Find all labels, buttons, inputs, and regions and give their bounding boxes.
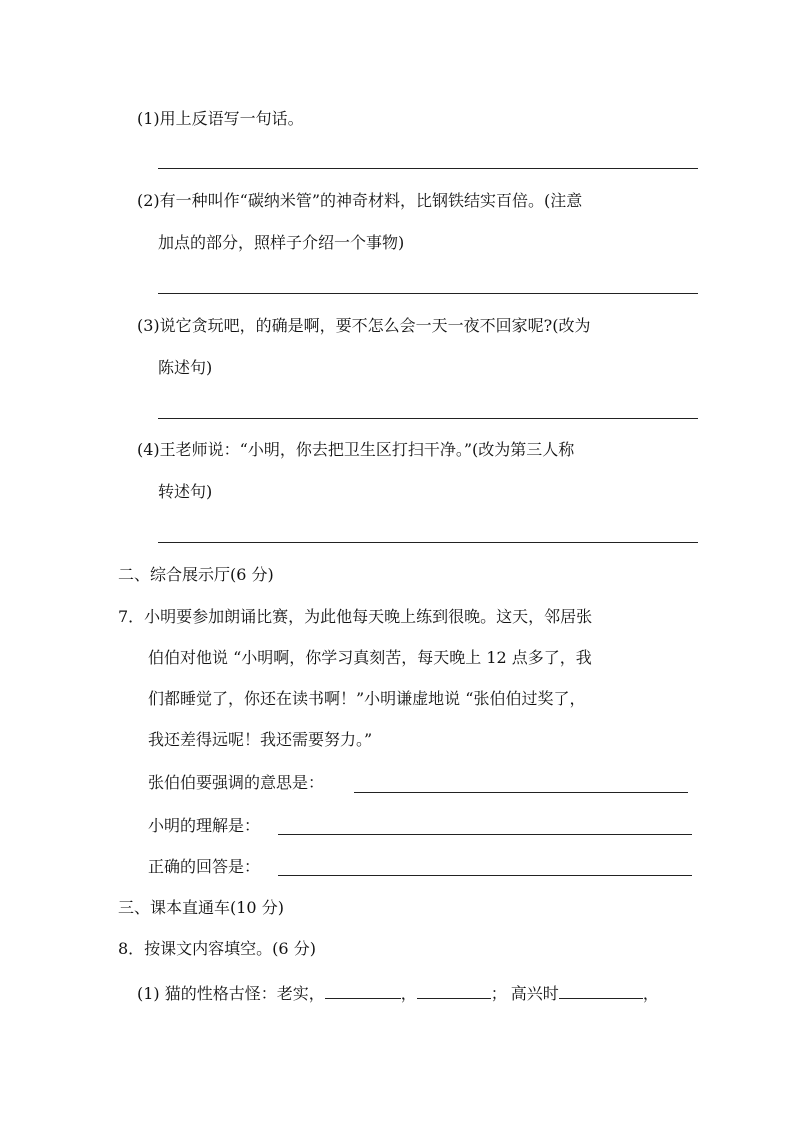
q8-semicolon: ； <box>490 984 507 1003</box>
blank-3[interactable] <box>559 982 643 999</box>
q8-heading: 8．按课文内容填空。(6 分) <box>118 939 316 958</box>
section-3-heading: 三、课本直通车(10 分) <box>118 898 284 917</box>
q7-line-1: 7．小明要参加朗诵比赛，为此他每天晚上练到很晚。这天，邻居张 <box>118 607 593 626</box>
blank-2[interactable] <box>417 982 491 999</box>
answer-line-q7-1[interactable] <box>354 792 688 793</box>
q8-item-1-text-a: (1) 猫的性格古怪：老实， <box>137 984 325 1003</box>
q6-item-3-line-2: 陈述句) <box>158 358 213 377</box>
q6-item-2-line-1: (2)有一种叫作“碳纳米管”的神奇材料，比钢铁结实百倍。(注意 <box>137 191 583 210</box>
q7-prompt-3: 正确的回答是： <box>148 857 261 876</box>
answer-line-q6-1[interactable] <box>158 168 698 169</box>
q6-item-1: (1)用上反语写一句话。 <box>137 109 304 128</box>
q8-comma-2: ， <box>642 984 659 1003</box>
blank-1[interactable] <box>325 982 401 999</box>
q7-line-2: 伯伯对他说 “小明啊，你学习真刻苦，每天晚上 12 点多了，我 <box>148 648 592 667</box>
q6-item-4-line-1: (4)王老师说：“小明，你去把卫生区打扫干净。”(改为第三人称 <box>137 440 575 459</box>
q7-prompt-2: 小明的理解是： <box>148 816 261 835</box>
q7-prompt-1: 张伯伯要强调的意思是： <box>148 773 325 792</box>
q6-item-4-line-2: 转述句) <box>158 482 213 501</box>
q7-line-3: 们都睡觉了，你还在读书啊！”小明谦虚地说 “张伯伯过奖了， <box>148 689 586 708</box>
answer-line-q7-3[interactable] <box>278 875 692 876</box>
section-2-heading: 二、综合展示厅(6 分) <box>118 565 274 584</box>
q7-line-4: 我还差得远呢！我还需要努力。” <box>148 730 373 749</box>
answer-line-q7-2[interactable] <box>278 834 692 835</box>
q8-item-1-text-b: 高兴时 <box>510 984 559 1003</box>
q8-comma-1: ， <box>400 984 417 1003</box>
answer-line-q6-3[interactable] <box>158 418 698 419</box>
answer-line-q6-4[interactable] <box>158 542 698 543</box>
q8-item-1 <box>137 982 659 1004</box>
q6-item-2-line-2: 加点的部分，照样子介绍一个事物) <box>158 233 405 252</box>
answer-line-q6-2[interactable] <box>158 293 698 294</box>
q6-item-3-line-1: (3)说它贪玩吧，的确是啊，要不怎么会一天一夜不回家呢?(改为 <box>137 316 591 335</box>
